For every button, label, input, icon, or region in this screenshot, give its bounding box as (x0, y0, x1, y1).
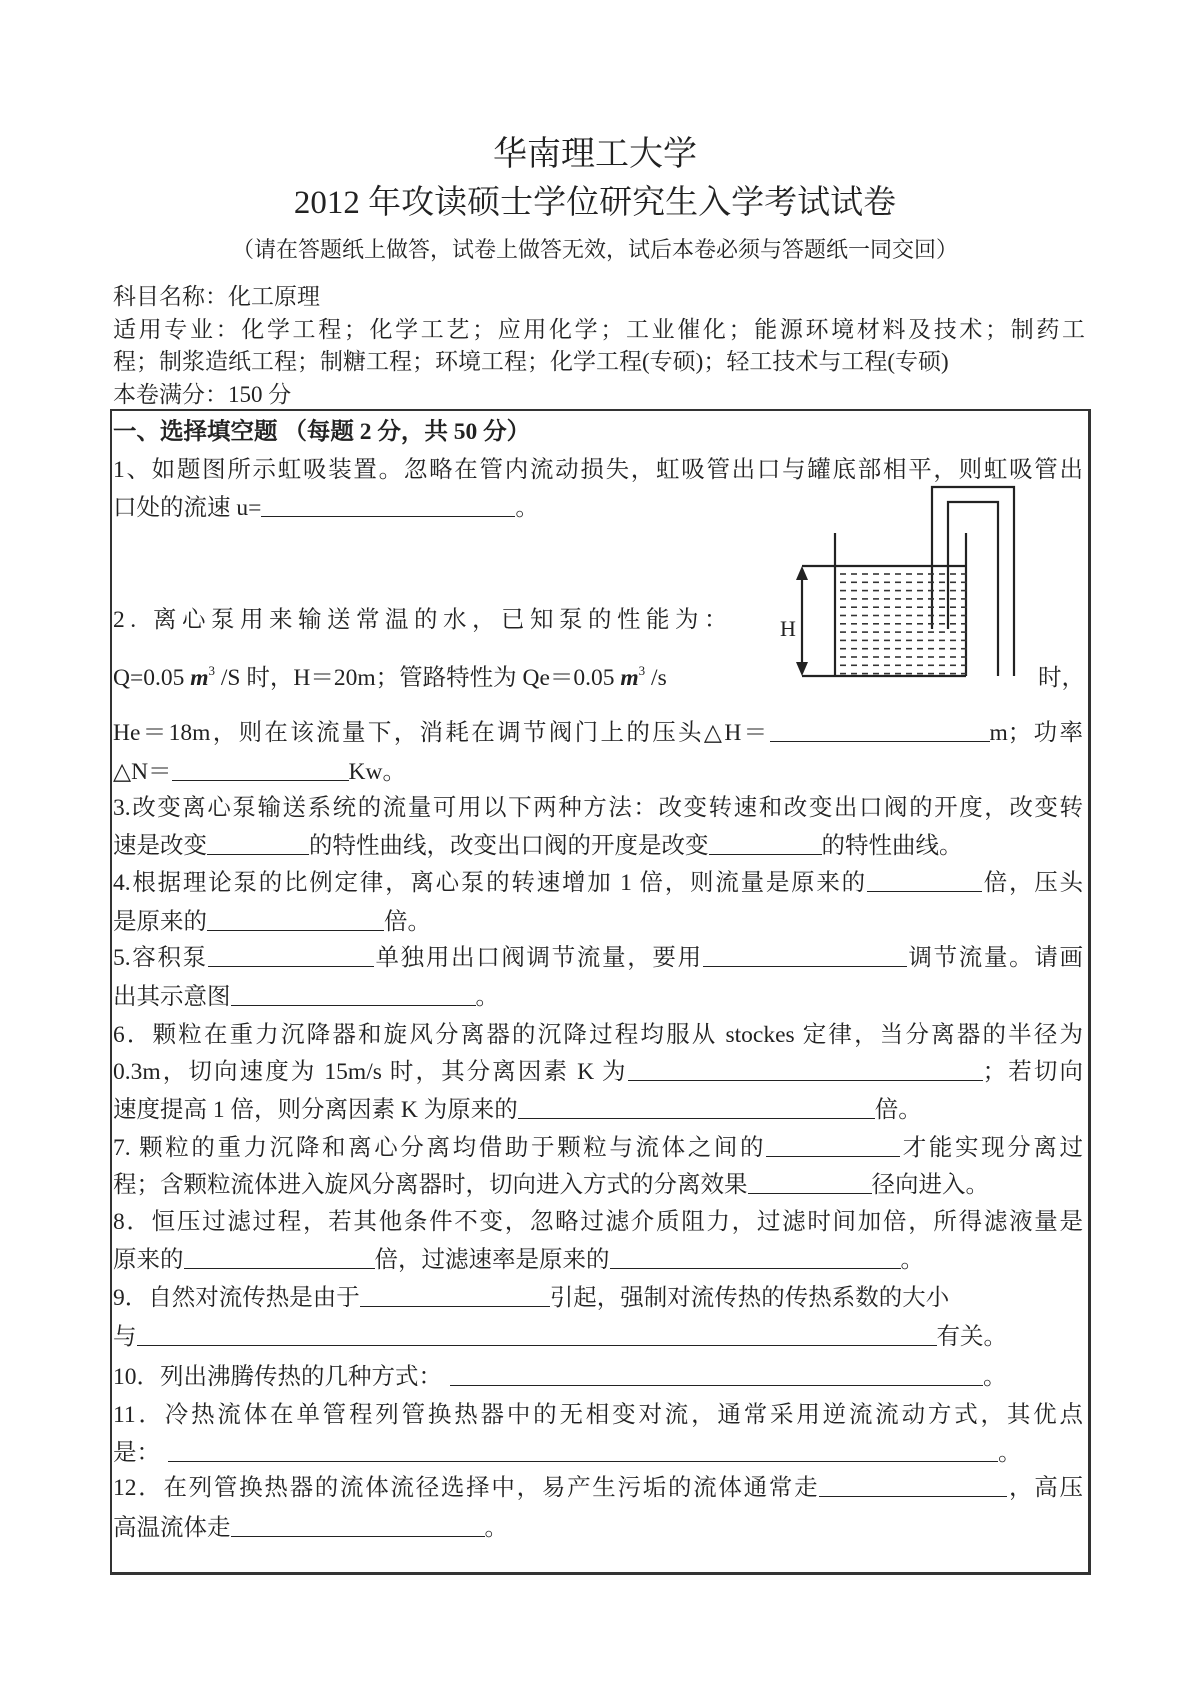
exponent: 3 (638, 663, 646, 678)
answer-blank (610, 1242, 901, 1269)
answer-blank (628, 1054, 983, 1081)
q8-text: 倍，过滤速率是原来的 (374, 1247, 610, 1273)
q10-line (113, 1359, 1083, 1395)
full-score: 本卷满分：150 分 (113, 382, 292, 407)
q12-text: ，高压 (1007, 1475, 1084, 1501)
q11-line-1: 11．冷热流体在单管程列管换热器中的无相变对流，通常采用逆流流动方式，其优点 (113, 1402, 1083, 1428)
q6-line-2 (113, 1054, 1083, 1090)
q10-text: 。 (983, 1364, 1007, 1390)
answer-blank (360, 1280, 550, 1307)
q2-line-2 (113, 660, 1083, 696)
q2-text: △N＝ (113, 759, 172, 785)
q5-text: 调节流量。请画 (906, 945, 1084, 971)
q8-text: 原来的 (113, 1247, 184, 1273)
q2-text: m；功率 (989, 720, 1083, 746)
answer-blank (709, 828, 822, 855)
answer-blank (168, 1435, 998, 1462)
q7-text: 7. 颗粒的重力沉降和离心分离均借助于颗粒与流体之间的 (113, 1135, 767, 1161)
q2-line-4 (113, 754, 1083, 790)
answer-blank (703, 940, 907, 967)
q2-line-1: 2. 离心泵用来输送常温的水，已知泵的性能为： (113, 607, 733, 633)
q4-text: 倍，压头 (981, 870, 1084, 896)
q12-text: 高温流体走 (113, 1515, 231, 1541)
answer-blank (450, 1359, 983, 1386)
q1-text: 。 (515, 495, 539, 521)
q8-line-1: 8．恒压过滤过程，若其他条件不变，忽略过滤介质阻力，过滤时间加倍，所得滤液量是 (113, 1209, 1083, 1235)
answer-blank (231, 979, 476, 1006)
q2-text: He＝18m，则在该流量下，消耗在调节阀门上的压头△H＝ (113, 720, 770, 746)
q6-text: 倍。 (874, 1097, 922, 1123)
q2-text: Kw。 (348, 759, 406, 785)
q5-text: 出其示意图 (113, 984, 231, 1010)
q5-text: 5.容积泵 (113, 945, 208, 971)
q6-text: 0.3m，切向速度为 15m/s 时，其分离因素 K 为 (113, 1059, 628, 1085)
q3-text: 的特性曲线，改变出口阀的开度是改变 (309, 833, 709, 859)
subject-name: 科目名称：化工原理 (113, 284, 320, 309)
q3-line-1: 3.改变离心泵输送系统的流量可用以下两种方法：改变转速和改变出口阀的开度，改变转 (113, 795, 1083, 821)
q12-line-2 (113, 1510, 1083, 1546)
answer-blank (137, 1319, 937, 1346)
q3-text: 速是改变 (113, 833, 207, 859)
unit-m: m (190, 665, 209, 691)
height-label: H (780, 616, 796, 641)
q5-text: 。 (475, 984, 499, 1010)
q8-line-2 (113, 1242, 1083, 1278)
q4-text: 是原来的 (113, 909, 207, 935)
q9-line-2 (113, 1319, 1083, 1355)
q7-line-2 (113, 1167, 1083, 1203)
q7-text: 才能实现分离过 (900, 1135, 1083, 1161)
q6-line-3 (113, 1092, 1083, 1128)
q4-line-2 (113, 904, 1083, 940)
q8-text: 。 (900, 1247, 924, 1273)
answer-blank (766, 1130, 900, 1157)
answer-blank (819, 1470, 1007, 1497)
q11-line-2 (113, 1435, 1083, 1471)
q4-text: 倍。 (384, 909, 431, 935)
q9-text: 与 (113, 1324, 137, 1350)
q5-line-1 (113, 940, 1083, 976)
answer-blank (518, 1092, 875, 1119)
q6-text: ；若切向 (982, 1059, 1084, 1085)
section-title: 一、选择填空题 （每题 2 分，共 50 分） (113, 419, 531, 445)
exam-notice: （请在答题纸上做答，试卷上做答无效，试后本卷必须与答题纸一同交回） (231, 237, 958, 262)
answer-blank (770, 715, 990, 742)
q5-line-2 (113, 979, 1083, 1015)
q6-line-1: 6．颗粒在重力沉降器和旋风分离器的沉降过程均服从 stockes 定律，当分离器的半径为 (113, 1022, 1083, 1048)
q4-line-1 (113, 865, 1083, 901)
exam-title: 2012 年攻读硕士学位研究生入学考试试卷 (293, 185, 897, 221)
university-name: 华南理工大学 (493, 136, 697, 173)
q11-text: 。 (998, 1440, 1022, 1466)
q11-text: 是： (113, 1440, 160, 1466)
q9-text: 引起，强制对流传热的传热系数的大小 (549, 1285, 950, 1311)
majors-line-1: 适用专业：化学工程；化学工艺；应用化学；工业催化；能源环境材料及技术；制药工 (113, 317, 1085, 342)
q12-text: 。 (484, 1515, 508, 1541)
answer-blank (207, 828, 309, 855)
q12-line-1 (113, 1470, 1083, 1506)
q7-line-1 (113, 1130, 1083, 1166)
exponent: 3 (208, 663, 216, 678)
answer-blank (172, 754, 349, 781)
answer-blank (207, 904, 384, 931)
q3-text: 的特性曲线。 (821, 833, 963, 859)
majors-line-2: 程；制浆造纸工程；制糖工程；环境工程；化学工程(专硕)；轻工技术与工程(专硕) (113, 349, 949, 374)
unit-m: m (620, 665, 639, 691)
q2-text: Q=0.05 (113, 665, 191, 691)
q9-text: 有关。 (936, 1324, 1007, 1350)
answer-blank (231, 1510, 485, 1537)
q1-text: 口处的流速 u= (113, 495, 262, 521)
q4-text: 4.根据理论泵的比例定律，离心泵的转速增加 1 倍，则流量是原来的 (113, 870, 867, 896)
q7-text: 径向进入。 (871, 1172, 989, 1198)
answer-blank (184, 1242, 375, 1269)
q1-line-1: 1、如题图所示虹吸装置。忽略在管内流动损失，虹吸管出口与罐底部相平，则虹吸管出 (113, 457, 1083, 483)
q9-line-1 (113, 1280, 1083, 1316)
answer-blank (748, 1167, 872, 1194)
q7-text: 程；含颗粒流体进入旋风分离器时，切向进入方式的分离效果 (113, 1172, 748, 1198)
arrow-up-icon (796, 566, 808, 580)
q10-text: 10．列出沸腾传热的几种方式： (113, 1364, 442, 1390)
q2-text: 时， (1038, 665, 1085, 691)
answer-blank (867, 865, 982, 892)
q9-text: 9．自然对流传热是由于 (113, 1285, 360, 1311)
q2-line-3 (113, 715, 1083, 751)
siphon-inner-wall (948, 502, 998, 676)
q2-text: /S 时，H＝20m；管路特性为 Qe＝0.05 (215, 665, 621, 691)
q2-text: /s (645, 665, 667, 691)
q6-text: 速度提高 1 倍，则分离因素 K 为原来的 (113, 1097, 518, 1123)
q3-line-2 (113, 828, 1083, 864)
q12-text: 12．在列管换热器的流体流径选择中，易产生污垢的流体通常走 (113, 1475, 820, 1501)
q5-text: 单独用出口阀调节流量，要用 (373, 945, 703, 971)
answer-blank (208, 940, 374, 967)
